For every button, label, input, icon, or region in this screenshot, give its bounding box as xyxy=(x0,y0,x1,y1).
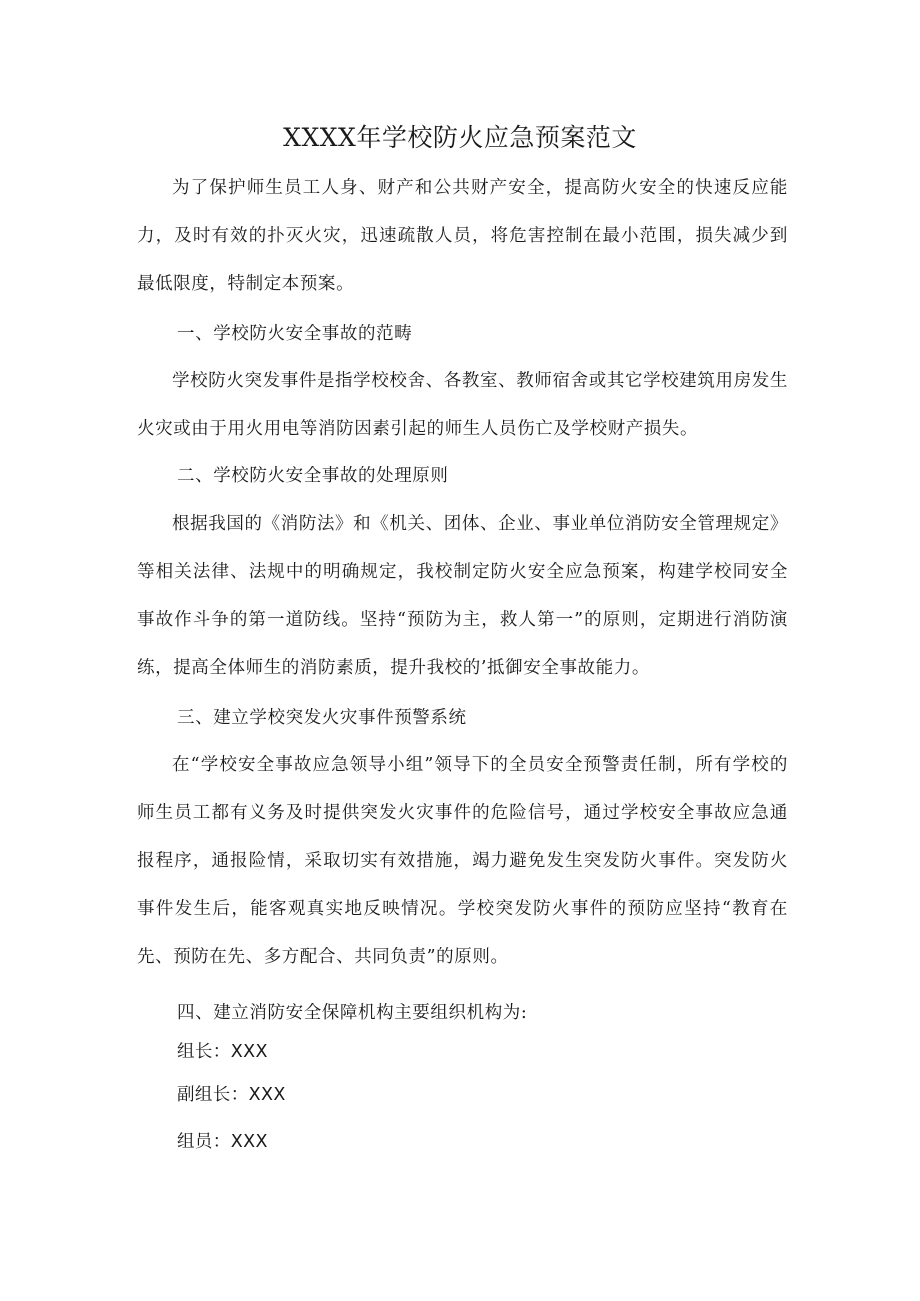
section-1-paragraph: 学校防火突发事件是指学校校舍、各教室、教师宿舍或其它学校建筑用房发生火灾或由于用火用电等消防因素引起的师生人员伤亡及学校财产损失。 xyxy=(137,371,788,439)
member-leader-value: XXX xyxy=(230,1042,268,1062)
section-heading-2: 二、学校防火安全事故的处理原则 xyxy=(177,466,449,486)
section-3-paragraph: 在“学校安全事故应急领导小组”领导下的全员安全预警责任制，所有学校的师生员工都有义务及时提供突发火灾事件的危险信号，通过学校安全事故应急通报程序，通报险情，采取切实有效措施，竭力避免发生突发防火事件。突发防火事件发生后，能客观真实地反映情况。学校突发防火事件的预防应坚持“教育在先、预防在先、多方配合、共同负责”的原则。 xyxy=(137,755,788,967)
section-heading-1: 一、学校防火安全事故的范畴 xyxy=(177,324,413,344)
document-title: XXXX年学校防火应急预案范文 xyxy=(283,123,637,152)
section-heading-4: 四、建立消防安全保障机构主要组织机构为: xyxy=(177,1003,528,1023)
member-staff-value: XXX xyxy=(230,1132,268,1152)
section-2-paragraph: 根据我国的《消防法》和《机关、团体、企业、事业单位消防安全管理规定》等相关法律、法规中的明确规定，我校制定防火安全应急预案，构建学校同安全事故作斗争的第一道防线。坚持“预防为主，救人第一”的原则，定期进行消防演练，提高全体师生的消防素质，提升我校的’抵御安全事故能力。 xyxy=(137,514,788,678)
intro-paragraph: 为了保护师生员工人身、财产和公共财产安全，提高防火安全的快速反应能力，及时有效的扑灭火灾，迅速疏散人员，将危害控制在最小范围，损失减少到最低限度，特制定本预案。 xyxy=(137,178,788,294)
member-deputy-leader xyxy=(177,1080,286,1110)
member-staff-label: 组员： xyxy=(177,1132,231,1152)
member-leader-label: 组长： xyxy=(177,1042,231,1062)
member-staff xyxy=(177,1127,268,1157)
member-leader xyxy=(177,1037,268,1067)
section-heading-3: 三、建立学校突发火灾事件预警系统 xyxy=(177,708,467,728)
member-deputy-leader-value: XXX xyxy=(248,1085,286,1105)
member-deputy-leader-label: 副组长： xyxy=(177,1085,249,1105)
